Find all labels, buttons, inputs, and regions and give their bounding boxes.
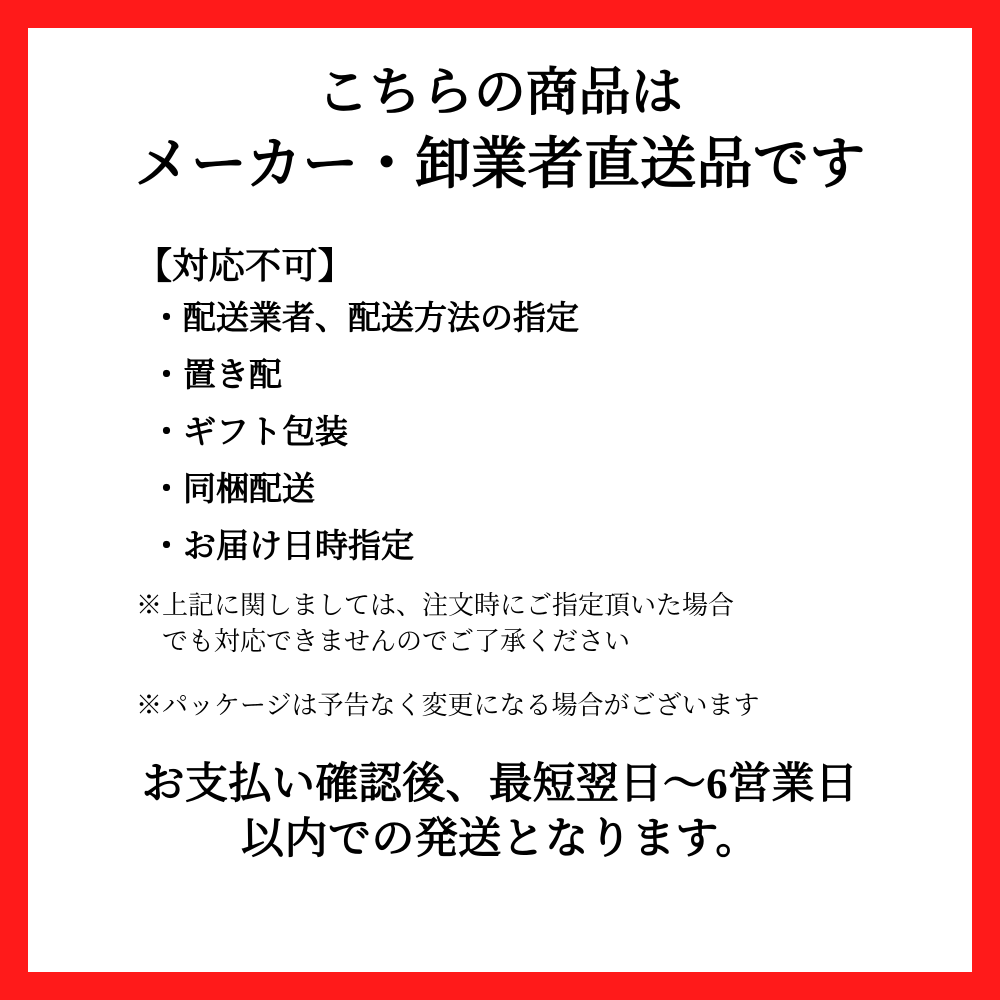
section-title-unsupported: 【対応不可】 (136, 245, 355, 286)
footer-line-1: お支払い確認後、最短翌日〜6営業日 (141, 761, 859, 809)
list-item: ・ギフト包装 (150, 414, 348, 451)
headline-line-1: こちらの商品は (316, 65, 684, 122)
note-order-specification (136, 588, 902, 660)
note-package-change: ※パッケージは予告なく変更になる場合がございます (136, 690, 760, 720)
note-line-2: でも対応できませんのでご了承ください (162, 626, 631, 656)
unsupported-list (136, 300, 902, 565)
shipping-footer (28, 757, 972, 867)
headline-line-2: メーカー・卸業者直送品です (134, 134, 866, 197)
list-item: ・お届け日時指定 (150, 528, 414, 565)
notice-card (28, 28, 972, 972)
note-line-1: ※上記に関しましては、注文時にご指定頂いた場合 (136, 590, 735, 620)
list-item: ・配送業者、配送方法の指定 (150, 300, 579, 337)
body-block (28, 238, 972, 724)
list-item: ・置き配 (150, 357, 282, 394)
list-item: ・同梱配送 (150, 471, 315, 508)
headline (28, 38, 972, 200)
footer-line-2: 以内での発送となります。 (241, 816, 759, 864)
